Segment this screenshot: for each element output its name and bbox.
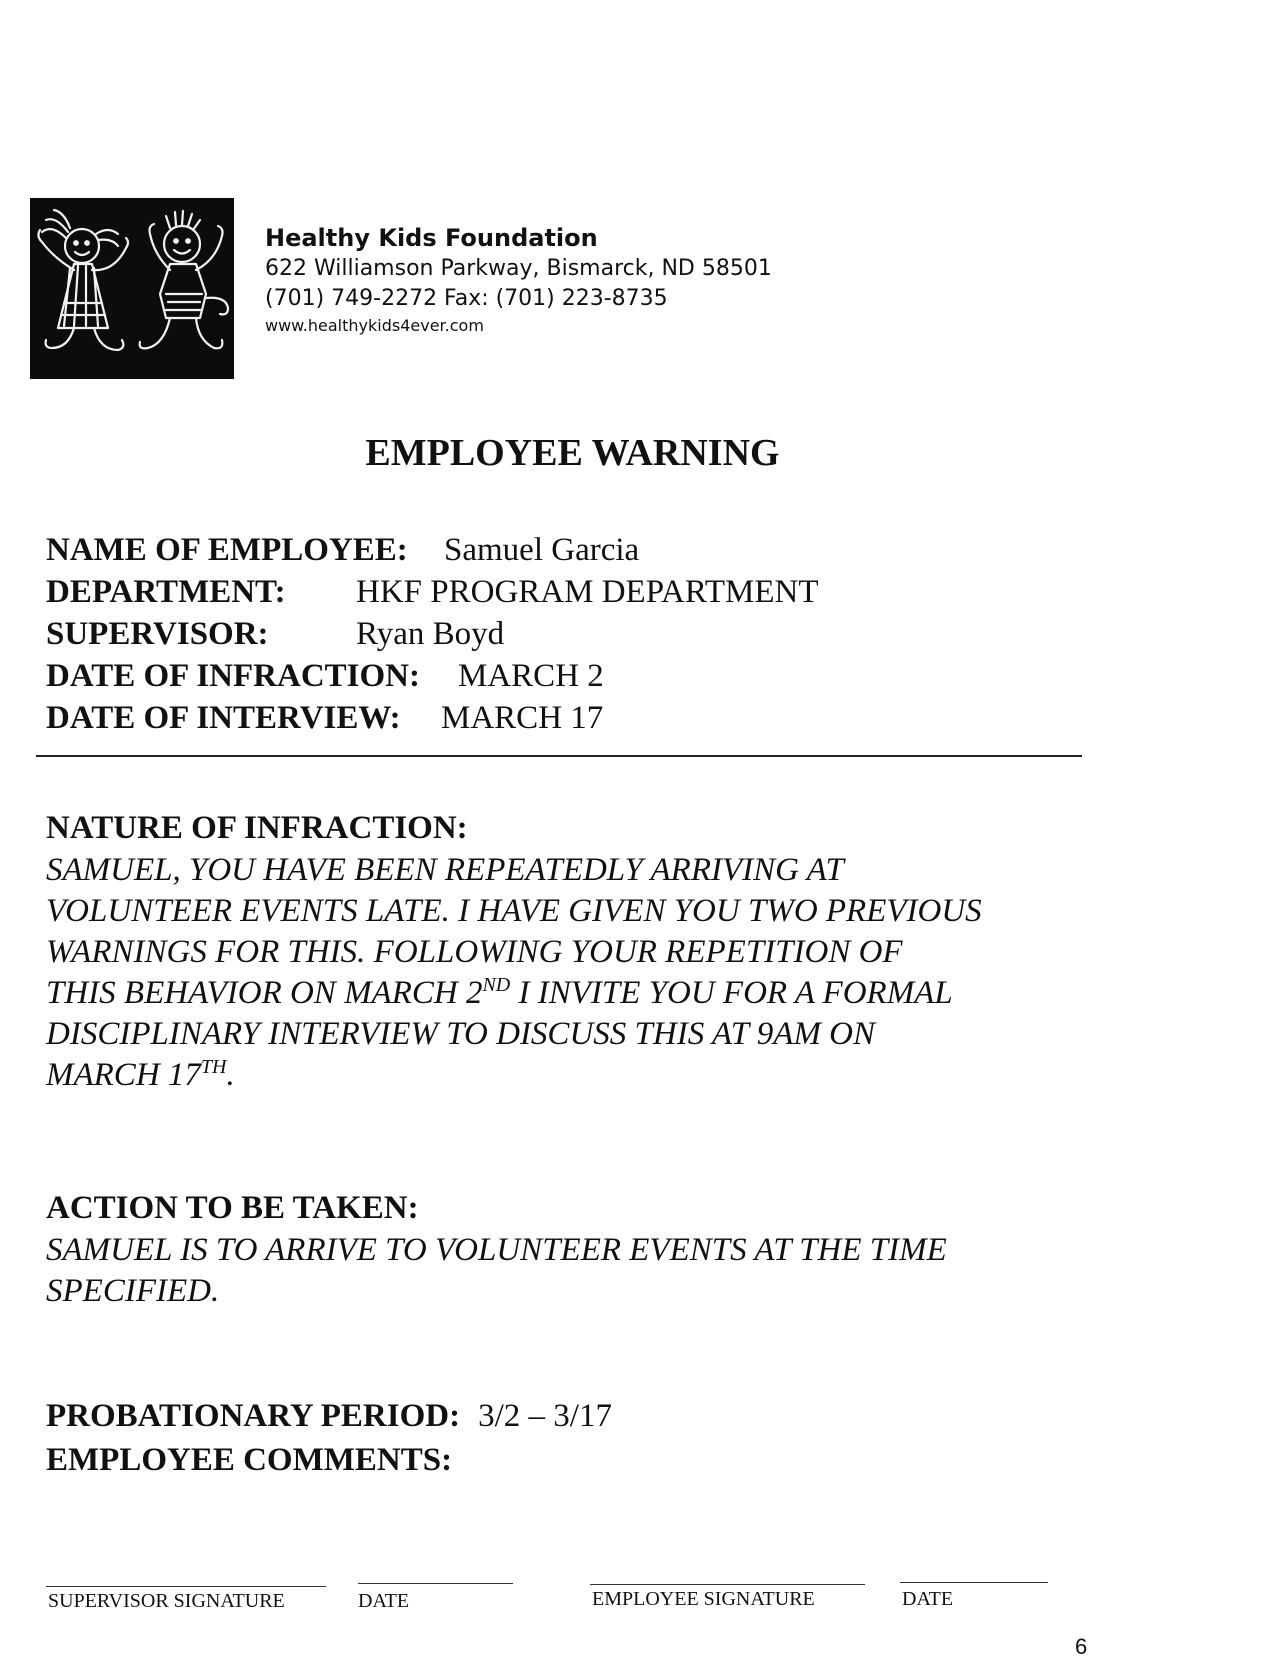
employee-signature-label: EMPLOYEE SIGNATURE [592, 1588, 815, 1610]
supervisor-signature-label: SUPERVISOR SIGNATURE [48, 1590, 285, 1612]
date-label-1: DATE [358, 1590, 410, 1612]
document-title: EMPLOYEE WARNING [365, 432, 780, 474]
nature-line: SAMUEL, YOU HAVE BEEN REPEATEDLY ARRIVING AT [46, 852, 844, 888]
supervisor-value: Ryan Boyd [356, 616, 505, 652]
infraction-date-label: DATE OF INFRACTION: [46, 658, 421, 694]
department-label: DEPARTMENT: [46, 574, 286, 610]
interview-date-value: MARCH 17 [441, 700, 604, 736]
dancing-kids-logo [30, 198, 234, 379]
employee-signature-line [590, 1584, 865, 1585]
nature-line: MARCH 17TH. [46, 1056, 235, 1093]
employee-name-value: Samuel Garcia [444, 532, 640, 568]
nature-text [46, 850, 982, 1096]
supervisor-signature-line [46, 1586, 326, 1587]
supervisor-label: SUPERVISOR: [46, 616, 269, 652]
action-text [46, 1230, 947, 1312]
page-number: 6 [1075, 1634, 1088, 1659]
probation-value: 3/2 – 3/17 [478, 1398, 612, 1434]
interview-date-label: DATE OF INTERVIEW: [46, 700, 401, 736]
date-label-2: DATE [902, 1588, 954, 1610]
nature-line: THIS BEHAVIOR ON MARCH 2ND I INVITE YOU FOR A FORMAL [46, 974, 953, 1011]
org-info [265, 226, 772, 334]
infraction-date-value: MARCH 2 [458, 658, 604, 694]
org-address: 622 Williamson Parkway, Bismarck, ND 58501 [265, 256, 772, 281]
department-value: HKF PROGRAM DEPARTMENT [356, 574, 819, 610]
action-line: SAMUEL IS TO ARRIVE TO VOLUNTEER EVENTS AT THE TIME [46, 1232, 947, 1268]
date-line-2 [900, 1582, 1048, 1583]
dancing-kids-icon [30, 198, 234, 379]
org-website: www.healthykids4ever.com [265, 316, 484, 335]
section-divider [36, 755, 1082, 757]
org-name: Healthy Kids Foundation [265, 224, 598, 252]
probation-label: PROBATIONARY PERIOD: [46, 1398, 461, 1434]
nature-heading: NATURE OF INFRACTION: [46, 810, 468, 846]
employee-comments-label: EMPLOYEE COMMENTS: [46, 1442, 453, 1478]
action-line: SPECIFIED. [46, 1273, 220, 1309]
org-phone-fax: (701) 749-2272 Fax: (701) 223-8735 [265, 286, 668, 311]
nature-line: VOLUNTEER EVENTS LATE. I HAVE GIVEN YOU TWO PREVIOUS [46, 893, 982, 929]
probation-row [46, 1398, 612, 1435]
employee-name-label: NAME OF EMPLOYEE: [46, 532, 408, 568]
nature-line: DISCIPLINARY INTERVIEW TO DISCUSS THIS AT 9AM ON [46, 1016, 876, 1052]
action-heading: ACTION TO BE TAKEN: [46, 1190, 419, 1226]
date-line-1 [358, 1583, 513, 1584]
nature-line: WARNINGS FOR THIS. FOLLOWING YOUR REPETITION OF [46, 934, 903, 970]
